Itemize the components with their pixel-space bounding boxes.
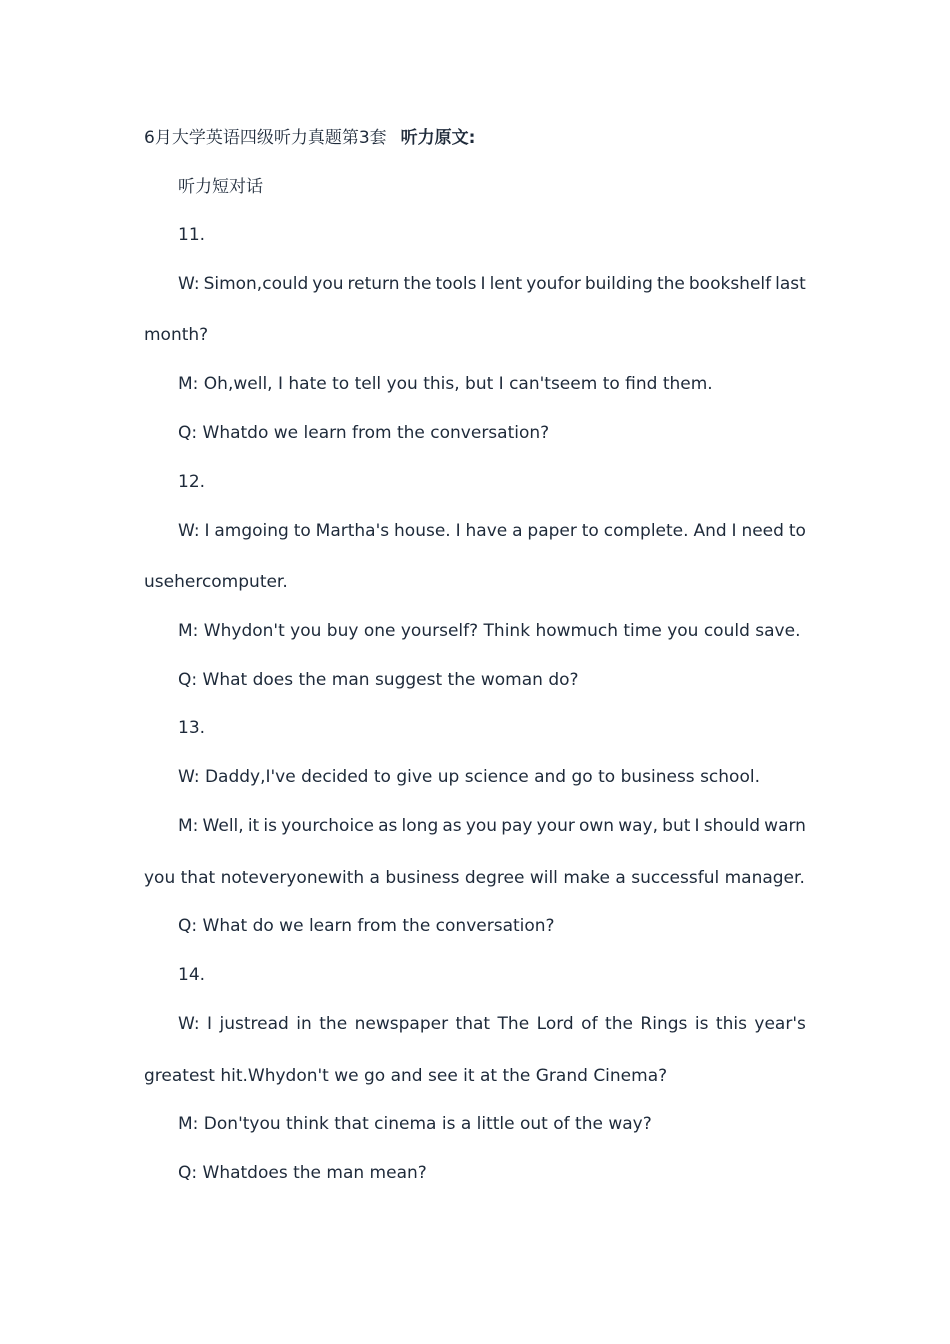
word: way, (618, 816, 659, 836)
dialogue-line-justified (178, 1013, 806, 1035)
document-heading (144, 127, 806, 149)
dialogue-line-continuation: you that noteveryonewith a business degree will make a successful manager. (144, 868, 805, 888)
word: The (497, 1014, 530, 1034)
dialogue-line-justified (178, 520, 806, 542)
word: justread (219, 1014, 289, 1034)
word: to (293, 521, 311, 541)
word: tools (435, 274, 477, 294)
word: as (442, 816, 462, 836)
word: year's (754, 1014, 806, 1034)
word: own (579, 816, 615, 836)
word: is (263, 816, 277, 836)
word: house. (394, 521, 451, 541)
word: Rings (640, 1014, 688, 1034)
word: Well, (202, 816, 244, 836)
word: I (455, 521, 461, 541)
word: but (662, 816, 691, 836)
question-line: Q: What does the man suggest the woman do? (178, 670, 579, 690)
section-title: 听力短对话 (178, 177, 263, 197)
dialogue-line-justified (178, 273, 806, 295)
word: I (480, 274, 486, 294)
word: I (204, 521, 210, 541)
word: it (247, 816, 260, 836)
word: warn (764, 816, 806, 836)
dialogue-line: M: Whydon't you buy one yourself? Think howmuch time you could save. (178, 621, 801, 641)
dialogue-line: M: Don'tyou think that cinema is a little out of the way? (178, 1114, 652, 1134)
word: yourchoice (281, 816, 374, 836)
document-subtitle: 听力原文: (400, 128, 476, 148)
question-number: 12. (178, 472, 206, 492)
question-number: 11. (178, 225, 206, 245)
word: Martha's (315, 521, 390, 541)
word: long (401, 816, 439, 836)
word: as (378, 816, 398, 836)
word: a (512, 521, 523, 541)
dialogue-line: M: Oh,well, I hate to tell you this, but I can'tseem to find them. (178, 374, 713, 394)
word: need (741, 521, 784, 541)
word: this (715, 1014, 747, 1034)
word: Lord (536, 1014, 574, 1034)
word: building (584, 274, 653, 294)
word: M: (178, 816, 199, 836)
word: that (455, 1014, 491, 1034)
dialogue-line-continuation: usehercomputer. (144, 572, 288, 592)
word: in (296, 1014, 312, 1034)
word: to (581, 521, 599, 541)
word: paper (527, 521, 577, 541)
dialogue-line-justified (178, 815, 806, 837)
word: have (465, 521, 508, 541)
word: should (703, 816, 761, 836)
word: return (347, 274, 400, 294)
word: pay (501, 816, 533, 836)
word: I (694, 816, 700, 836)
word: to (788, 521, 806, 541)
dialogue-line: W: Daddy,I've decided to give up science and go to business school. (178, 767, 760, 787)
word: last (775, 274, 806, 294)
question-line: Q: Whatdoes the man mean? (178, 1163, 427, 1183)
word: is (694, 1014, 709, 1034)
word: your (536, 816, 575, 836)
word: W: (178, 521, 200, 541)
word: the (403, 274, 432, 294)
dialogue-line-continuation: greatest hit.Whydon't we go and see it at the Grand Cinema? (144, 1066, 668, 1086)
word: of (581, 1014, 598, 1034)
word: bookshelf (688, 274, 772, 294)
question-line: Q: Whatdo we learn from the conversation? (178, 423, 550, 443)
word: lent (489, 274, 523, 294)
word: W: (178, 1014, 200, 1034)
word: you (465, 816, 498, 836)
question-line: Q: What do we learn from the conversation? (178, 916, 555, 936)
word: the (656, 274, 685, 294)
document-title: 6月大学英语四级听力真题第3套 (144, 128, 387, 148)
word: I (207, 1014, 213, 1034)
word: And (693, 521, 727, 541)
word: newspaper (354, 1014, 449, 1034)
question-number: 13. (178, 718, 206, 738)
word: you (312, 274, 344, 294)
dialogue-line-continuation: month? (144, 325, 209, 345)
word: the (319, 1014, 348, 1034)
question-number: 14. (178, 965, 206, 985)
word: W: (178, 274, 200, 294)
word: I (731, 521, 737, 541)
word: Simon,could (203, 274, 309, 294)
word: the (605, 1014, 633, 1034)
word: complete. (603, 521, 689, 541)
word: amgoing (214, 521, 289, 541)
word: youfor (526, 274, 581, 294)
